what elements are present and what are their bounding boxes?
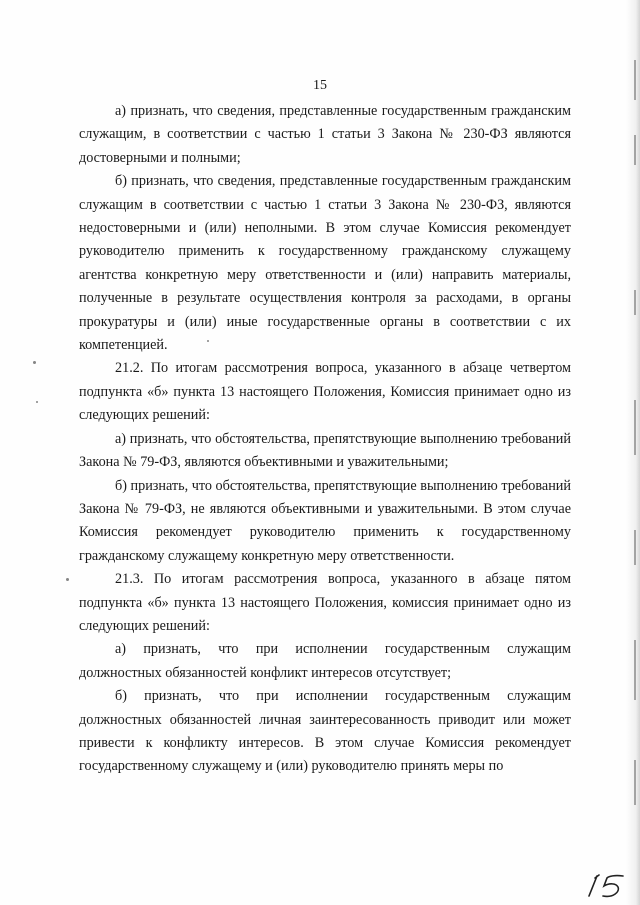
scan-speck <box>33 361 36 364</box>
handwritten-page-number <box>585 872 629 900</box>
scan-edge-mark <box>634 290 636 315</box>
document-body <box>79 100 571 779</box>
page-number: 15 <box>313 78 327 93</box>
paragraph: 21.2. По итогам рассмотрения вопроса, указанного в абзаце четвертом подпункта «б» пункта 13 настоящего Положения, Комиссия принимает одно из следующих решений: <box>79 360 571 424</box>
scan-edge-mark <box>634 400 636 455</box>
paragraph: 21.3. По итогам рассмотрения вопроса, указанного в абзаце пятом подпункта «б» пункта 13 настоящего Положения, комиссия принимает одно из следующих решений: <box>79 571 571 634</box>
paragraph: а) признать, что обстоятельства, препятствующие выполнению требований Закона № 79-ФЗ, являются объективными и уважительными; <box>79 430 571 471</box>
scan-edge-shadow <box>626 0 640 905</box>
paragraph: б) признать, что сведения, представленные государственным гражданским служащим в соответствии с частью 1 статьи 3 Закона № 230-ФЗ, являются недостоверными и (или) неполными. В этом случае Комиссия рекомендует руководителю применить к государственному гражданскому служащему агентства конкретную меру ответственности и (или) направить материалы, полученные в результате осуществления контроля за расходами, в органы прокуратуры и (или) иные государственные органы в соответствии с их компетенцией. <box>79 173 571 354</box>
scan-edge-mark <box>634 135 636 165</box>
scan-edge-mark <box>634 530 636 565</box>
paragraph: б) признать, что при исполнении государственным служащим должностных обязанностей личная заинтересованность приводит или может привести к конфликту интересов. В этом случае Комиссия рекомендует государственному служащему и (или) руководителю принять меры по <box>79 688 571 775</box>
scan-edge-mark <box>634 760 636 805</box>
scan-speck <box>66 578 69 581</box>
scan-speck <box>36 401 38 403</box>
paragraph: б) признать, что обстоятельства, препятствующие выполнению требований Закона № 79-ФЗ, не являются объективными и уважительными. В этом случае Комиссия рекомендует руководителю применить к государственному гражданскому служащему конкретную меру ответственности. <box>79 477 571 564</box>
paragraph: а) признать, что сведения, представленные государственным гражданским служащим, в соответствии с частью 1 статьи 3 Закона № 230-ФЗ являются достоверными и полными; <box>79 103 571 166</box>
scan-edge-mark <box>634 640 636 700</box>
paragraph: а) признать, что при исполнении государственным служащим должностных обязанностей конфликт интересов отсутствует; <box>79 641 571 681</box>
